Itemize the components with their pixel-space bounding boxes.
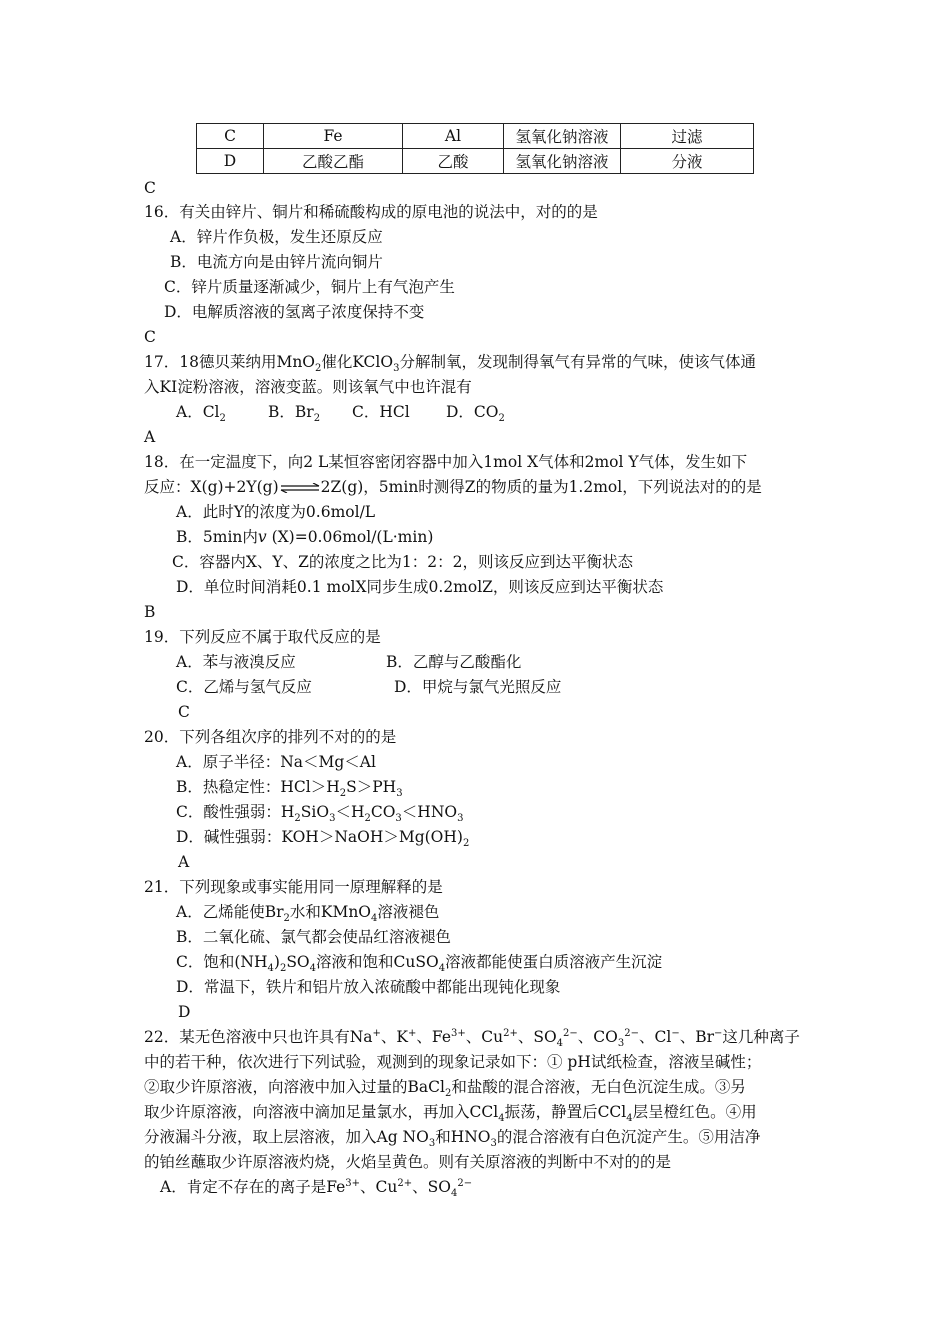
table-cell: 分液 [621, 149, 754, 174]
q22-line-2: 中的若干种，依次进行下列试验，观测到的现象记录如下：① pH试纸检查，溶液呈碱性； [144, 1053, 762, 1071]
q20-option-d: D．碱性强弱：$KOH>NaOH>Mg(OH)_2$ [176, 828, 470, 850]
q16-option-c: C．锌片质量逐渐减少，铜片上有气泡产生 [164, 278, 455, 296]
q20-option-a: A．原子半径：Na＜Mg＜Al [176, 753, 376, 771]
q21-option-c: C．饱和$(NH_4)_2SO_4$溶液和饱和CuSO$_4$溶液都能使蛋白质溶液产生沉淀 [176, 953, 663, 975]
options-table [196, 123, 754, 174]
q20-option-c: C．酸性强弱：$H_2SiO_3<H_2CO_3<HNO_3$ [176, 803, 464, 825]
q20-stem: 20．下列各组次序的排列不对的的是 [144, 728, 397, 746]
q18-option-c: C．容器内X、Y、Z的浓度之比为1：2：2，则该反应到达平衡状态 [172, 553, 633, 571]
answer-17: A [144, 428, 156, 446]
q17-option-b: B．$Br_2$ [268, 403, 321, 425]
table-cell: 氢氧化钠溶液 [504, 149, 621, 174]
table-row [197, 124, 754, 149]
q22-line-1: 22．某无色溶液中只也许具有Na+、K+、$Fe^{3+}$、$Cu^{2+}$、$SO_4^{2-}$、$CO_3^{2-}$、Cl−、Br−这几种离子 [144, 1027, 800, 1050]
q22-line-6: 的铂丝蘸取少许原溶液灼烧，火焰呈黄色。则有关原溶液的判断中不对的的是 [144, 1153, 672, 1171]
q19-option-b: B．乙醇与乙酸酯化 [386, 653, 522, 671]
q22-line-3: ②取少许原溶液，向溶液中加入过量的BaCl$_2$和盐酸的混合溶液，无白色沉淀生成。③另 [144, 1078, 746, 1100]
table-cell: D [197, 149, 264, 174]
q18-option-b: B．5min内v (X)=0.06mol/(L·min) [176, 528, 434, 546]
table-cell: Al [403, 124, 504, 149]
equilibrium-arrow-icon [279, 483, 321, 493]
answer-20: A [178, 853, 190, 871]
q20-option-b: B．热稳定性：$HCl>H_2S>PH_3$ [176, 778, 403, 800]
table-cell: 乙酸乙酯 [264, 149, 403, 174]
q19-option-d: D．甲烷与氯气光照反应 [394, 678, 562, 696]
q16-option-d: D．电解质溶液的氢离子浓度保持不变 [164, 303, 425, 321]
q19-option-c: C．乙烯与氢气反应 [176, 678, 312, 696]
answer-21: D [178, 1003, 191, 1021]
q17-stem-1: 17．18德贝莱纳用MnO$_2$催化KClO$_3$分解制氧，发现制得氧气有异常的气味，使该气体通 [144, 353, 756, 375]
table-cell: 过滤 [621, 124, 754, 149]
table-cell: 乙酸 [403, 149, 504, 174]
q18-option-a: A．此时Y的浓度为0.6mol/L [176, 503, 376, 521]
q22-option-a: A．肯定不存在的离子是$Fe^{3+}$、$Cu^{2+}$、$SO_4^{2-}$ [160, 1177, 473, 1200]
q21-option-d: D．常温下，铁片和铝片放入浓硫酸中都能出现钝化现象 [176, 978, 561, 996]
table-row [197, 149, 754, 174]
q22-line-4: 取少许原溶液，向溶液中滴加足量氯水，再加入CCl$_4$振荡，静置后CCl$_4$层呈橙红色。④用 [144, 1103, 757, 1125]
table-cell: Fe [264, 124, 403, 149]
answer-19: C [178, 703, 190, 721]
answer-18: B [144, 603, 156, 621]
q21-stem: 21．下列现象或事实能用同一原理解释的是 [144, 878, 443, 896]
answer-16: C [144, 328, 156, 346]
q22-line-5: 分液漏斗分液，取上层溶液，加入Ag $NO_3$和$HNO_3$的混合溶液有白色沉淀产生。⑤用洁净 [144, 1128, 761, 1150]
q18-stem-1: 18．在一定温度下，向2 L某恒容密闭容器中加入1mol X气体和2mol Y气体，发生如下 [144, 453, 748, 471]
q17-option-a: A．$Cl_2$ [176, 403, 226, 425]
q16-option-b: B．电流方向是由锌片流向铜片 [170, 253, 383, 271]
q18-option-d: D．单位时间消耗0.1 molX同步生成0.2molZ，则该反应到达平衡状态 [176, 578, 664, 596]
q19-option-a: A．苯与液溴反应 [176, 653, 296, 671]
q21-option-b: B．二氧化硫、氯气都会使品红溶液褪色 [176, 928, 451, 946]
q16-option-a: A．锌片作负极，发生还原反应 [170, 228, 383, 246]
q16-stem: 16．有关由锌片、铜片和稀硫酸构成的原电池的说法中，对的的是 [144, 203, 598, 221]
q17-option-c: C．HCl [352, 403, 410, 421]
q17-option-d: D．$CO_2$ [446, 403, 505, 425]
q19-stem: 19．下列反应不属于取代反应的是 [144, 628, 381, 646]
q17-stem-2: 入KI淀粉溶液，溶液变蓝。则该氧气中也许混有 [144, 378, 472, 396]
answer-15: C [144, 179, 156, 197]
table-cell: 氢氧化钠溶液 [504, 124, 621, 149]
table-cell: C [197, 124, 264, 149]
q21-option-a: A．乙烯能使$Br_2$水和KMnO$_4$溶液褪色 [176, 903, 440, 925]
q18-stem-2: 反应：X(g)+2Y(g) 2Z(g)，5min时测得Z的物质的量为1.2mol，下列说法对的的是 [144, 478, 762, 496]
